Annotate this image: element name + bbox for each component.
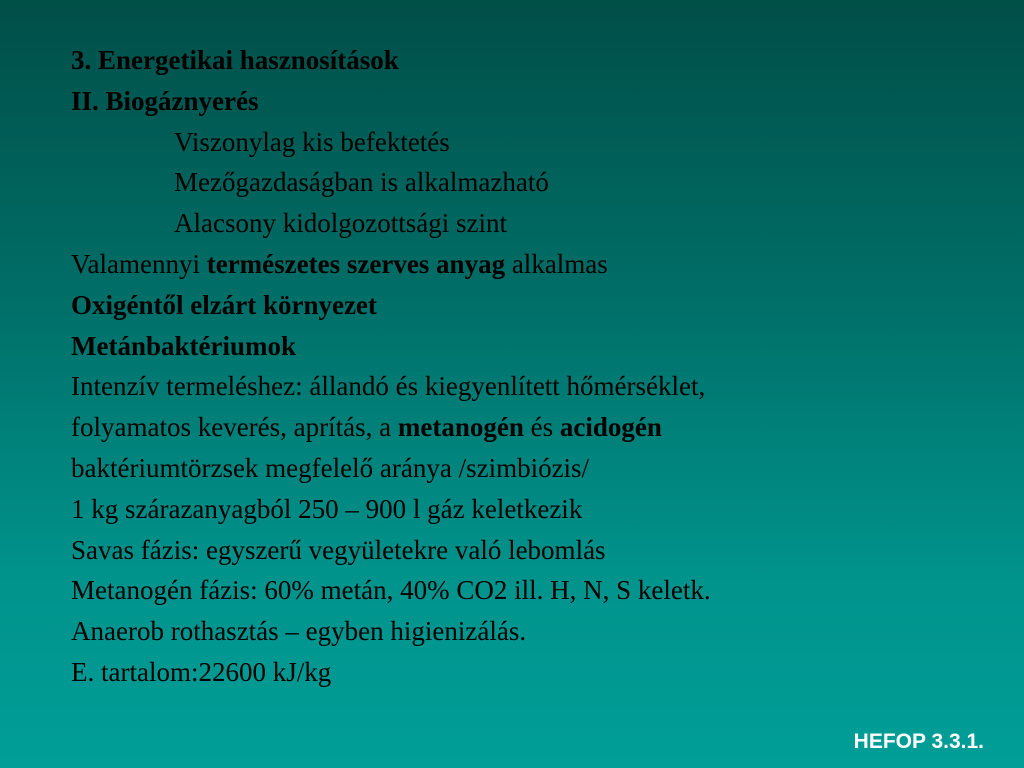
indented-point-3: Alacsony kidolgozottsági szint <box>174 208 507 239</box>
slide-body <box>71 40 991 693</box>
subsection-heading: II. Biogáznyerés <box>71 85 259 116</box>
bold-line-methane-bacteria: Metánbaktériumok <box>71 330 296 361</box>
text-line-anaerobic-digestion: Anaerob rothasztás – egyben higienizálás. <box>71 616 527 647</box>
bold-line-anaerob-environment: Oxigéntől elzárt környezet <box>71 289 377 320</box>
text-line-acid-phase: Savas fázis: egyszerű vegyületekre való lebomlás <box>71 534 606 565</box>
text-segment: folyamatos keverés, aprítás, a <box>71 412 398 443</box>
bold-text-segment: metanogén <box>397 412 524 443</box>
text-line-organic-matter <box>71 244 991 285</box>
text-line-methanogen-phase: Metanogén fázis: 60% metán, 40% CO2 ill. H, N, S keletk. <box>71 575 711 606</box>
bold-text-segment: acidogén <box>559 412 662 443</box>
section-heading: 3. Energetikai hasznosítások <box>71 45 399 75</box>
text-segment: Valamennyi <box>71 248 207 279</box>
indented-point-1: Viszonylag kis befektetés <box>174 126 450 157</box>
text-line-intensive: Intenzív termeléshez: állandó és kiegyenlített hőmérséklet, <box>71 371 706 402</box>
indented-point-2: Mezőgazdaságban is alkalmazható <box>174 167 549 198</box>
text-segment: és <box>523 412 560 443</box>
text-line-strains: baktériumtörzsek megfelelő aránya /szimbiózis/ <box>71 452 590 483</box>
bold-text-segment: természetes szerves anyag <box>206 248 506 279</box>
text-line-mixing <box>71 407 991 448</box>
text-segment: alkalmas <box>505 248 608 279</box>
text-line-energy-content: E. tartalom:22600 kJ/kg <box>71 656 332 687</box>
footer-label: HEFOP 3.3.1. <box>853 730 984 753</box>
text-line-gas-yield: 1 kg szárazanyagból 250 – 900 l gáz keletkezik <box>71 493 583 524</box>
